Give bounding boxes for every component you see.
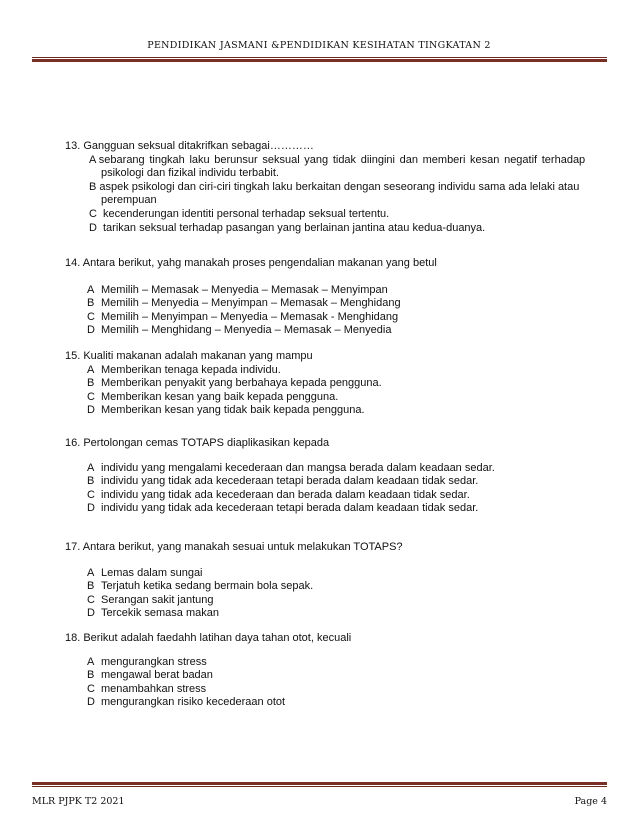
option-b [87, 669, 620, 683]
question-stem: 16. Pertolongan cemas TOTAPS diaplikasikan kepada [65, 437, 330, 449]
option-a [87, 364, 620, 378]
question-13 [65, 140, 620, 235]
option-letter: A [87, 363, 95, 376]
option-letter: D [87, 502, 95, 515]
option-text: mengawal berat badan [101, 669, 213, 682]
option-c [87, 391, 620, 405]
option-a-continuation: psikologi dan fizikal individu terbabit. [101, 167, 279, 180]
option-text: Tercekik semasa makan [101, 607, 219, 620]
option-d [87, 607, 620, 621]
question-18 [65, 632, 620, 710]
question-stem: 13. Gangguan seksual ditakrifkan sebagai………… [65, 140, 314, 152]
question-17 [65, 541, 620, 621]
option-a [87, 567, 620, 581]
option-letter: D [87, 696, 95, 709]
option-text: Lemas dalam sungai [101, 566, 203, 579]
option-letter: C [87, 310, 95, 323]
option-text: Memilih – Menyedia – Menyimpan – Memasak – Menghidang [101, 297, 401, 310]
option-text: Memilih – Menyimpan – Menyedia – Memasak - Menghidang [101, 310, 399, 323]
option-c [87, 489, 620, 503]
page-header-title: PENDIDIKAN JASMANI &PENDIDIKAN KESIHATAN TINGKATAN 2 [147, 40, 491, 51]
header-rule-thick [32, 59, 607, 62]
option-text: kecenderungan identiti personal terhadap seksual tertentu. [103, 207, 390, 220]
option-c [87, 311, 620, 325]
option-letter: A [87, 461, 95, 474]
option-letter: B [87, 475, 95, 488]
option-d [87, 502, 620, 516]
option-b [87, 377, 620, 391]
option-b-continuation: perempuan [101, 194, 157, 207]
option-text: individu yang tidak ada kecederaan tetapi berada dalam keadaan tidak sedar. [101, 502, 479, 515]
option-letter: D [87, 404, 95, 417]
header-rule [32, 57, 607, 62]
option-letter: B [87, 377, 95, 390]
option-text: sebarang tingkah laku berunsur seksual yang tidak diingini dan memberi kesan negatif terhadap [98, 153, 586, 166]
option-text: aspek psikologi dan ciri-ciri tingkah laku berkaitan dengan seseorang individu sama ada lelaki atau [99, 180, 580, 193]
option-letter: D [87, 324, 95, 337]
option-a [87, 462, 620, 476]
option-letter: A [87, 566, 95, 579]
option-letter: D [89, 221, 97, 234]
option-text: Terjatuh ketika sedang bermain bola sepak. [101, 580, 314, 593]
option-a [87, 656, 620, 670]
option-c [87, 594, 620, 608]
question-stem: 17. Antara berikut, yang manakah sesuai untuk melakukan TOTAPS? [65, 541, 403, 553]
option-text: individu yang tidak ada kecederaan tetapi berada dalam keadaan tidak sedar. [101, 475, 479, 488]
option-b [87, 580, 620, 594]
option-d [87, 404, 620, 418]
option-letter: D [87, 607, 95, 620]
question-stem: 18. Berikut adalah faedahh latihan daya tahan otot, kecuali [65, 632, 352, 644]
option-text: individu yang mengalami kecederaan dan mangsa berada dalam keadaan sedar. [101, 461, 495, 474]
question-15 [65, 350, 620, 418]
question-stem: 14. Antara berikut, yahg manakah proses pengendalian makanan yang betul [65, 257, 437, 269]
option-letter: A [87, 655, 95, 668]
option-a [89, 154, 620, 168]
footer-rule-thin [32, 786, 607, 787]
option-text: Memberikan kesan yang tidak baik kepada pengguna. [101, 404, 365, 417]
option-letter: B [89, 180, 97, 193]
option-letter: A [87, 283, 95, 296]
option-d [87, 696, 620, 710]
option-b [89, 181, 620, 195]
option-d [89, 222, 620, 236]
option-letter: C [87, 682, 95, 695]
question-stem: 15. Kualiti makanan adalah makanan yang mampu [65, 350, 313, 362]
option-text: Memberikan kesan yang baik kepada pengguna. [101, 390, 339, 403]
option-text: individu yang tidak ada kecederaan dan berada dalam keadaan tidak sedar. [101, 488, 470, 501]
option-text: Memilih – Menghidang – Menyedia – Memasak – Menyedia [101, 324, 392, 337]
option-text: mengurangkan risiko kecederaan otot [101, 696, 286, 709]
option-text: Memilih – Memasak – Menyedia – Memasak – Menyimpan [101, 283, 388, 296]
option-letter: C [87, 488, 95, 501]
footer-rule [32, 782, 607, 787]
option-letter: B [87, 297, 95, 310]
footer-label: MLR PJPK T2 2021 [32, 796, 125, 807]
option-letter: A [89, 153, 96, 166]
option-text: Serangan sakit jantung [101, 593, 214, 606]
question-16 [65, 437, 620, 516]
option-text: mengurangkan stress [101, 655, 207, 668]
option-letter: C [87, 593, 95, 606]
option-b [87, 297, 620, 311]
page-footer [32, 796, 607, 807]
option-d [87, 324, 620, 338]
option-text: menambahkan stress [101, 682, 207, 695]
option-c [89, 208, 620, 222]
option-text: Memberikan tenaga kepada individu. [101, 363, 281, 376]
option-letter: B [87, 580, 95, 593]
option-c [87, 683, 620, 697]
option-a [87, 284, 620, 298]
option-letter: C [89, 207, 97, 220]
option-b [87, 475, 620, 489]
option-text: tarikan seksual terhadap pasangan yang berlainan jantina atau kedua-duanya. [103, 221, 486, 234]
option-text: Memberikan penyakit yang berbahaya kepada pengguna. [101, 377, 382, 390]
option-letter: C [87, 390, 95, 403]
page-number: Page 4 [574, 796, 607, 807]
question-14 [65, 257, 620, 338]
option-letter: B [87, 669, 95, 682]
